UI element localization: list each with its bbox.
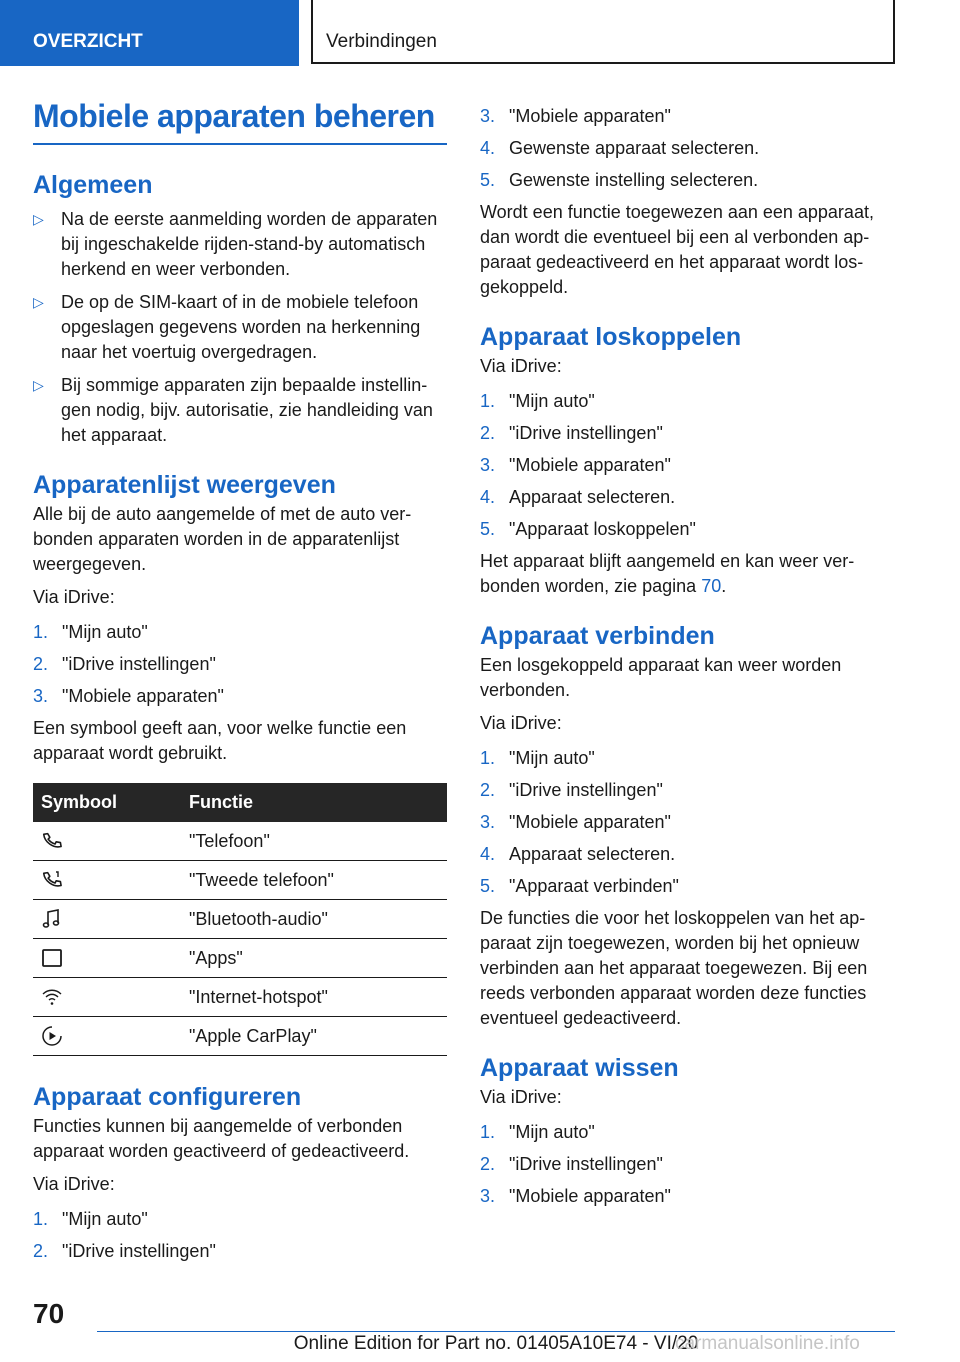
symbol-cell (33, 861, 189, 900)
table-row (33, 822, 447, 861)
configureren-intro: Functies kunnen bij aangemelde of verbonden apparaat worden geactiveerd of gedeactiveerd. (33, 1116, 410, 1161)
list-item: 1. "Mijn auto" (480, 748, 595, 768)
column-header-function: Functie (189, 783, 447, 822)
list-item: 2. "iDrive instellingen" (33, 1241, 216, 1261)
configureren-steps-continued (480, 104, 900, 193)
apparatenlijst-intro: Alle bij de auto aangemelde of met de auto verbonden apparaten worden in de apparatenlijst weergegeven. (33, 504, 412, 574)
list-item: 5. "Apparaat verbinden" (480, 876, 679, 896)
list-item: 2. "iDrive instellingen" (480, 1154, 663, 1174)
verbinden-steps (480, 746, 900, 899)
page-link[interactable]: 70 (701, 576, 722, 596)
list-item: 1. "Mijn auto" (33, 622, 148, 642)
triangle-bullet-icon: ▷ (33, 211, 44, 227)
via-idrive: Via iDrive: (33, 587, 115, 607)
list-item: 2. "iDrive instellingen" (33, 654, 216, 674)
symbol-cell (33, 1017, 189, 1056)
heading-algemeen: Algemeen (33, 171, 153, 199)
verbinden-note: De functies die voor het loskoppelen van het apparaat zijn toegewezen, worden bij het opnieuw verbinden aan het apparaat toegewezen. Bij een reeds verbonden apparaat worden deze functies eventueel gedeactiveerd. (480, 908, 868, 1028)
carplay-icon (41, 1025, 63, 1047)
function-cell: "Internet-hotspot" (189, 978, 447, 1017)
list-item: ▷ Bij sommige apparaten zijn bepaalde instellingen nodig, bijv. autorisatie, zie handleiding van het apparaat. (33, 375, 433, 445)
via-idrive: Via iDrive: (480, 356, 562, 376)
right-column (480, 104, 900, 1216)
triangle-bullet-icon: ▷ (33, 377, 44, 393)
heading-wissen: Apparaat wissen (480, 1054, 679, 1082)
algemeen-bullets (33, 207, 447, 448)
list-item: 3. "Mobiele apparaten" (480, 455, 671, 475)
triangle-bullet-icon: ▷ (33, 294, 44, 310)
footer-divider (97, 1331, 895, 1332)
list-item: 3. "Mobiele apparaten" (480, 1186, 671, 1206)
via-idrive: Via iDrive: (480, 1087, 562, 1107)
list-item: 1. "Mijn auto" (33, 1209, 148, 1229)
symbol-table (33, 783, 447, 1056)
function-cell: "Apple CarPlay" (189, 1017, 447, 1056)
table-row (33, 978, 447, 1017)
list-item: 4. Apparaat selecteren. (480, 844, 676, 864)
list-item: 5. Gewenste instelling selecteren. (480, 170, 759, 190)
heading-configureren: Apparaat configureren (33, 1083, 302, 1111)
wissen-steps (480, 1120, 900, 1209)
configureren-note: Wordt een functie toegewezen aan een apparaat, dan wordt die eventueel bij een al verbonden apparaat gedeactiveerd en het apparaat wordt losgekoppeld. (480, 202, 874, 297)
phone-icon (41, 830, 63, 852)
list-item: 4. Apparaat selecteren. (480, 487, 676, 507)
apparatenlijst-steps (33, 620, 447, 709)
symbol-cell (33, 939, 189, 978)
symbol-intro: Een symbool geeft aan, voor welke functie een apparaat wordt gebruikt. (33, 718, 407, 763)
heading-verbinden: Apparaat verbinden (480, 622, 715, 650)
list-item: 2. "iDrive instellingen" (480, 423, 663, 443)
function-cell: "Tweede telefoon" (189, 861, 447, 900)
heading-loskoppelen: Apparaat loskoppelen (480, 323, 742, 351)
via-idrive: Via iDrive: (33, 1174, 115, 1194)
table-row (33, 861, 447, 900)
list-item: ▷ Na de eerste aanmelding worden de apparaten bij ingeschakelde rijden-stand-by automatisch herkend en weer verbonden. (33, 209, 438, 279)
list-item: 1. "Mijn auto" (480, 391, 595, 411)
configureren-steps (33, 1207, 447, 1264)
chapter-tab: OVERZICHT (0, 0, 299, 66)
table-row (33, 1017, 447, 1056)
wifi-icon (41, 986, 63, 1008)
list-item: 4. Gewenste apparaat selecteren. (480, 138, 760, 158)
second-phone-icon (41, 869, 63, 891)
footer-edition: Online Edition for Part no. 01405A10E74 - VI/20 (293, 1333, 699, 1354)
table-header-row (33, 783, 447, 822)
table-row (33, 900, 447, 939)
list-item: 1. "Mijn auto" (480, 1122, 595, 1142)
symbol-cell (33, 978, 189, 1017)
page-title: Mobiele apparaten beheren (33, 98, 447, 145)
loskoppelen-note: Het apparaat blijft aangemeld en kan weer verbonden worden, zie pagina 70. (480, 551, 855, 596)
table-row (33, 939, 447, 978)
loskoppelen-steps (480, 389, 900, 542)
section-title: Verbindingen (311, 0, 895, 64)
via-idrive: Via iDrive: (480, 713, 562, 733)
verbinden-intro: Een losgekoppeld apparaat kan weer worden verbonden. (480, 655, 842, 700)
symbol-cell (33, 900, 189, 939)
function-cell: "Bluetooth-audio" (189, 900, 447, 939)
function-cell: "Telefoon" (189, 822, 447, 861)
list-item: 3. "Mobiele apparaten" (480, 812, 671, 832)
list-item: 3. "Mobiele apparaten" (480, 106, 671, 126)
left-column (33, 98, 447, 1271)
footer-watermark: carmanualsonline.info (675, 1333, 860, 1354)
list-item: ▷ De op de SIM-kaart of in de mobiele telefoon opgeslagen gegevens worden na herkenning naar het voertuig overgedragen. (33, 292, 421, 362)
list-item: 3. "Mobiele apparaten" (33, 686, 224, 706)
page-number: 70 (33, 1298, 65, 1329)
apps-icon (41, 947, 63, 969)
music-note-icon (41, 908, 63, 930)
list-item: 2. "iDrive instellingen" (480, 780, 663, 800)
heading-apparatenlijst: Apparatenlijst weergeven (33, 471, 336, 499)
function-cell: "Apps" (189, 939, 447, 978)
list-item: 5. "Apparaat loskoppelen" (480, 519, 696, 539)
column-header-symbol: Symbool (33, 783, 189, 822)
symbol-cell (33, 822, 189, 861)
